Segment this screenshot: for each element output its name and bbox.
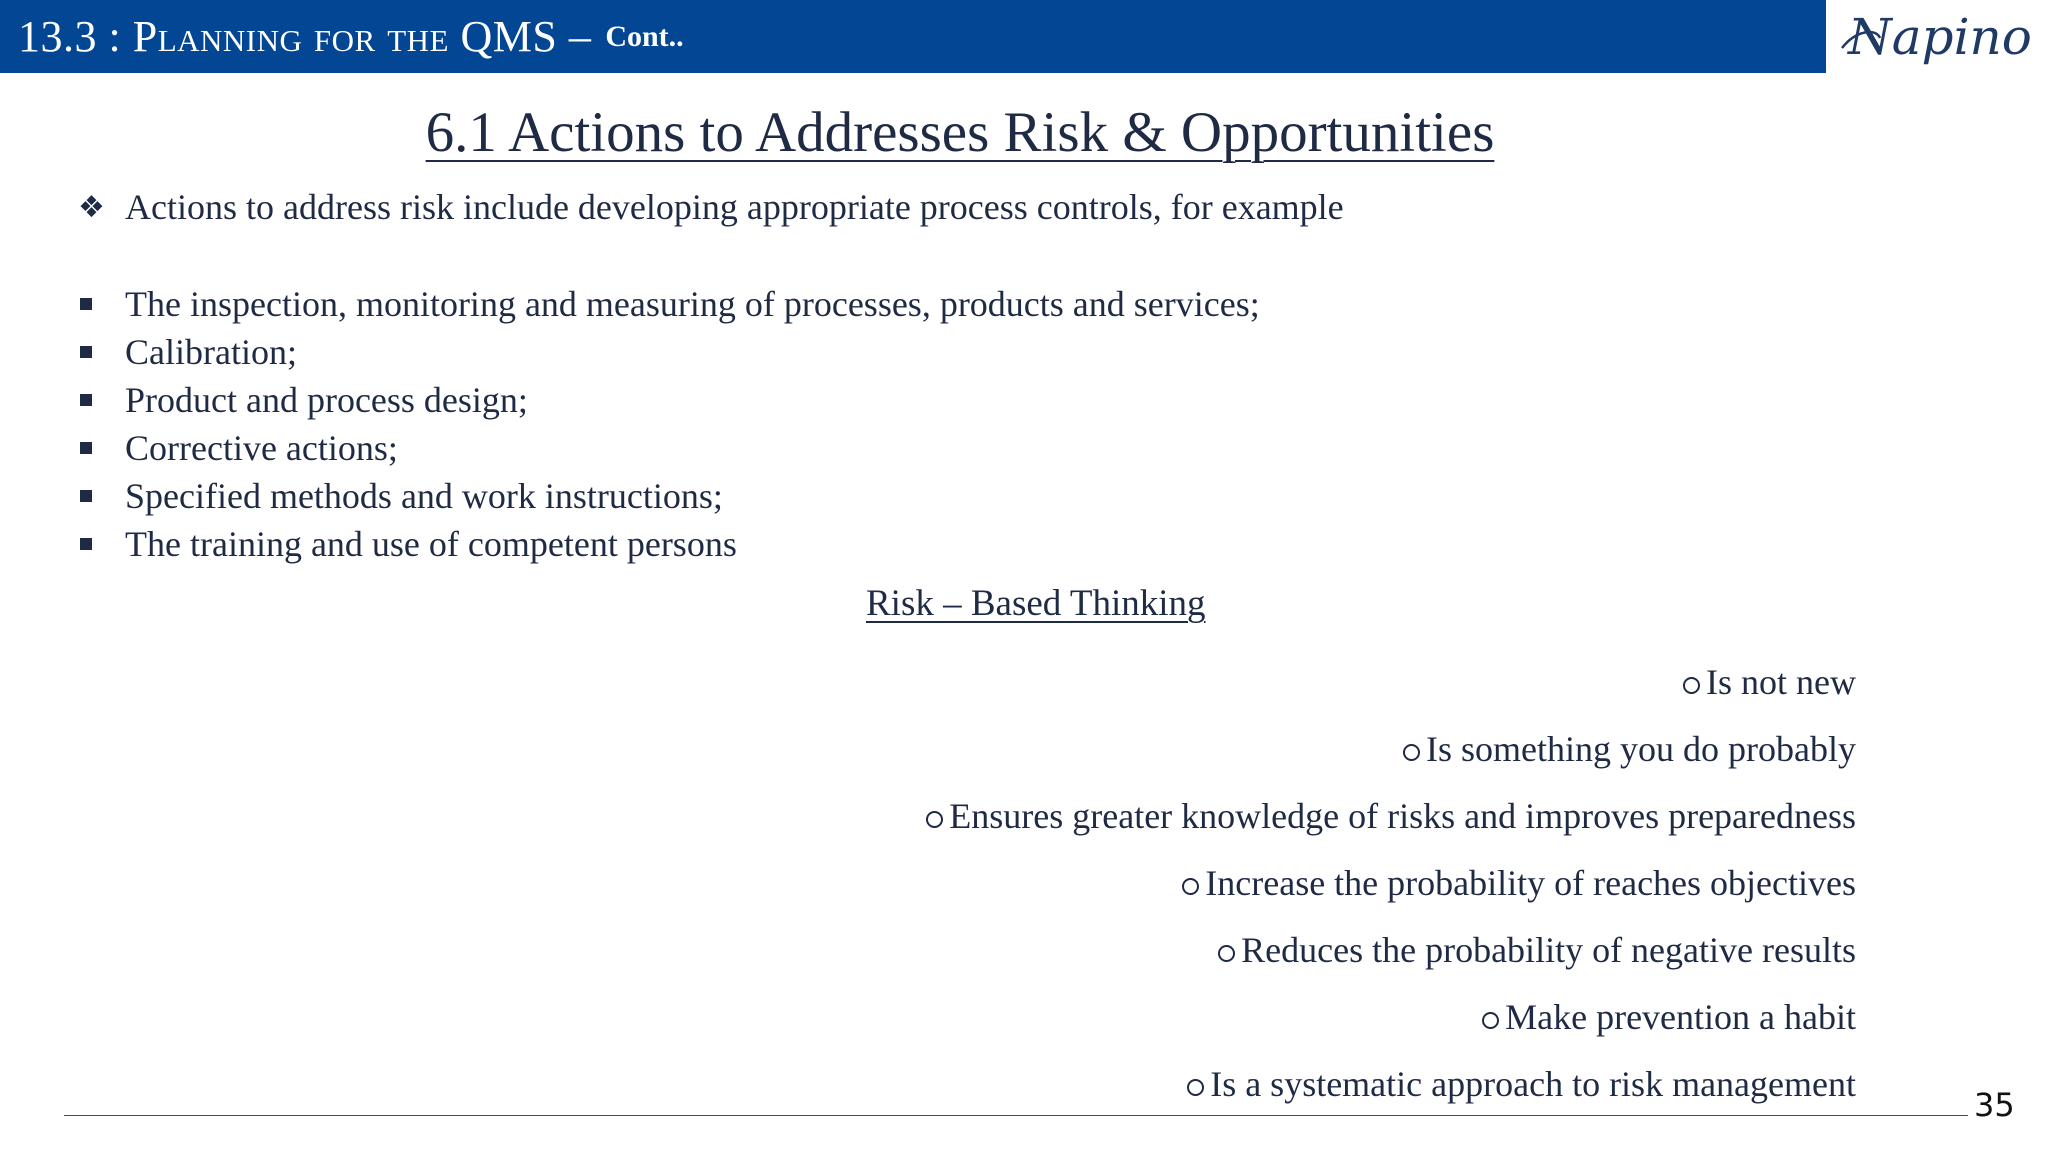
intro-text: Actions to address risk include developing appropriate process controls, for example [125, 187, 1344, 227]
list-item: The inspection, monitoring and measuring of processes, products and services; [78, 280, 1260, 328]
footer-divider [64, 1115, 1968, 1116]
header-bar [0, 0, 1826, 73]
page-number: 35 [1974, 1086, 2015, 1124]
list-item: Corrective actions; [78, 424, 1260, 472]
list-item: Product and process design; [78, 376, 1260, 424]
circle-bullet-icon [1482, 1012, 1499, 1029]
list-item: Ensures greater knowledge of risks and improves preparedness [926, 782, 1856, 849]
circle-bullet-icon [1403, 744, 1420, 761]
section-title-text: 6.1 Actions to Addresses Risk & Opportunities [425, 101, 1495, 164]
header-suffix: Cont.. [605, 19, 684, 53]
square-bullet-icon [80, 394, 92, 406]
list-item: Increase the probability of reaches objectives [926, 849, 1856, 916]
circle-bullet-icon [926, 811, 943, 828]
circle-bullet-icon [1683, 677, 1700, 694]
intro-line [78, 186, 1344, 228]
header-title: 13.3 : Planning for the QMS – [18, 12, 592, 61]
list-item: Make prevention a habit [926, 983, 1856, 1050]
square-bullet-icon [80, 490, 92, 502]
napino-logo [1836, 8, 2041, 68]
diamond-bullet-icon: ❖ [78, 189, 105, 225]
risk-thinking-list [926, 648, 1856, 1117]
square-bullet-icon [80, 298, 92, 310]
circle-bullet-icon [1218, 945, 1235, 962]
square-bullet-icon [80, 346, 92, 358]
list-item: Reduces the probability of negative results [926, 916, 1856, 983]
list-item: Calibration; [78, 328, 1260, 376]
list-item: Is not new [926, 648, 1856, 715]
list-item: Is something you do probably [926, 715, 1856, 782]
list-item: The training and use of competent persons [78, 520, 1260, 568]
section-title [0, 100, 1920, 165]
square-bullet-icon [80, 442, 92, 454]
circle-bullet-icon [1187, 1079, 1204, 1096]
square-bullet-icon [80, 538, 92, 550]
risk-thinking-heading: Risk – Based Thinking [866, 583, 1206, 624]
list-item: Specified methods and work instructions; [78, 472, 1260, 520]
list-item: Is a systematic approach to risk management [926, 1050, 1856, 1117]
logo-text: Napino [1848, 8, 2032, 66]
circle-bullet-icon [1182, 878, 1199, 895]
control-examples-list [78, 280, 1260, 568]
